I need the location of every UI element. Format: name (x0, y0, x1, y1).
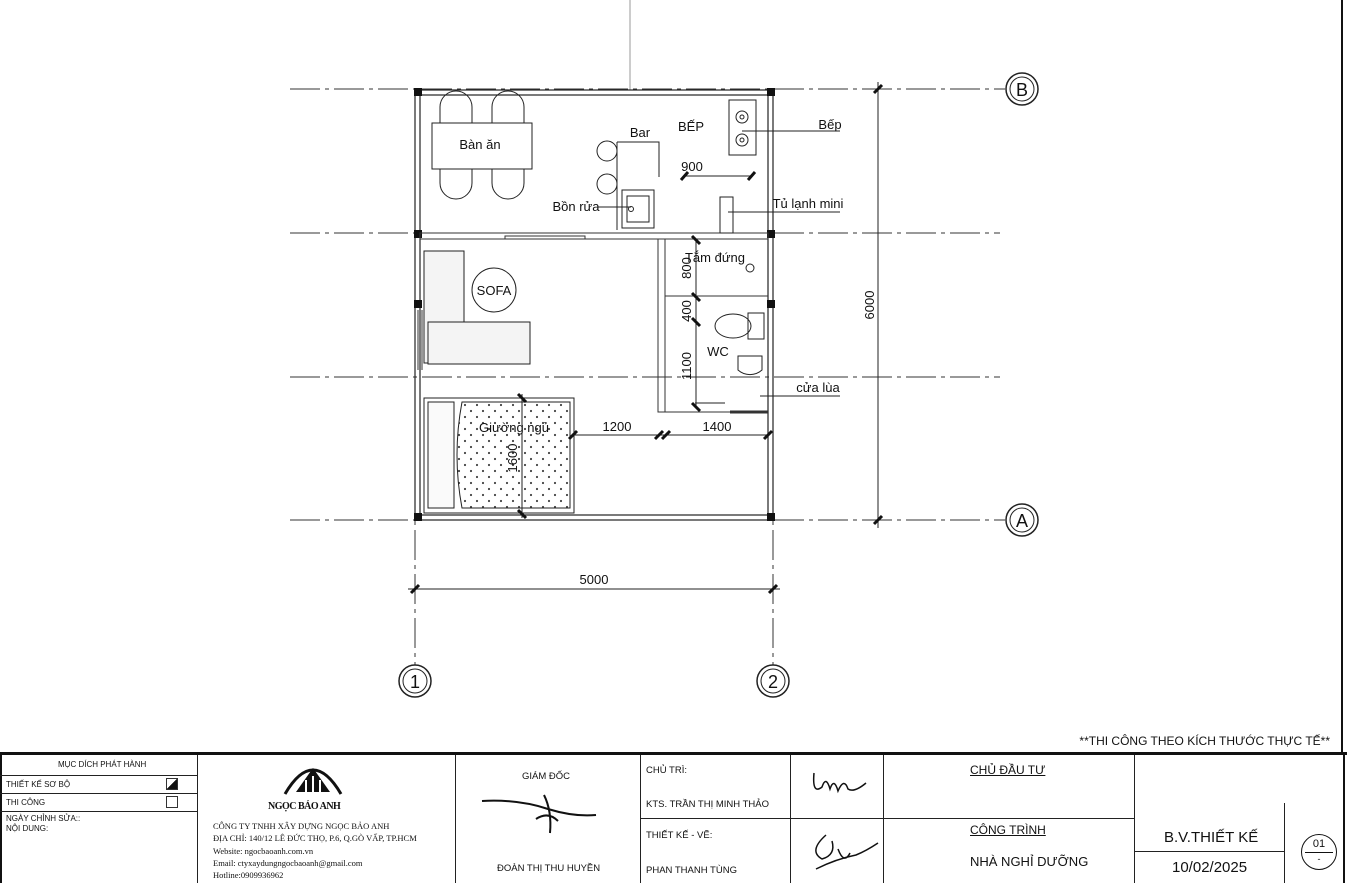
axis-bubbles (399, 73, 1038, 697)
tb-divider-right (1343, 755, 1345, 883)
tb-divider (455, 755, 456, 883)
purpose-row-thiet-ke: THIẾT KẾ SƠ BỘ (6, 780, 71, 789)
dim-6000: 6000 (862, 290, 877, 320)
chair-name: KTS. TRẦN THỊ MINH THẢO (646, 799, 769, 810)
tb-rule (0, 793, 197, 794)
tb-rule (0, 775, 197, 776)
dim-5000: 5000 (579, 572, 609, 587)
stove (729, 100, 756, 155)
label-ban-an: Bàn ăn (459, 137, 501, 152)
designer-label: THIẾT KẾ - VẼ: (646, 830, 713, 841)
tb-divider (1284, 803, 1285, 883)
sofa (424, 251, 530, 364)
tb-divider (1134, 755, 1135, 883)
investor-label: CHỦ ĐẦU TƯ (970, 763, 1046, 777)
label-giuong: Giường ngủ (479, 420, 549, 435)
purpose-row-ngay-chinh-sua: NGÀY CHỈNH SỬA:: (6, 814, 81, 823)
company-address: ĐỊA CHỈ: 140/12 LÊ ĐỨC THỌ, P.6, Q.GÒ VẤP, TP.HCM (213, 833, 417, 843)
sheet-date: 10/02/2025 (1172, 859, 1248, 876)
chair-label: CHỦ TRÌ: (646, 765, 687, 776)
project-label: CÔNG TRÌNH (970, 823, 1046, 837)
project-name: NHÀ NGHỈ DƯỠNG (970, 854, 1089, 869)
checkbox-thi-cong[interactable] (166, 796, 178, 808)
company-name: CÔNG TY TNHH XÂY DỰNG NGỌC BẢO ANH (213, 821, 390, 831)
sheet-number: 01 (1312, 838, 1326, 850)
tb-rule (1134, 851, 1284, 852)
label-bon-rua: Bồn rửa (552, 199, 600, 214)
dim-900: 900 (681, 159, 703, 174)
tb-divider (640, 755, 641, 883)
director-name: ĐOÀN THỊ THU HUYỀN (497, 863, 601, 874)
tb-rule (0, 811, 197, 812)
tb-divider (790, 755, 791, 883)
director-label: GIÁM ĐỐC (522, 771, 571, 782)
sheet-number-bubble (1301, 834, 1337, 870)
sheet-title: B.V.THIẾT KẾ (1164, 829, 1259, 846)
bar-counter (597, 141, 659, 230)
dim-1100: 1100 (679, 352, 694, 380)
axis-A: A (1015, 511, 1029, 531)
construction-note: **THI CÔNG THEO KÍCH THƯỚC THỰC TẾ** (1079, 734, 1330, 748)
company-logo-text: NGỌC BẢO ANH (268, 801, 341, 812)
designer-signature-icon (806, 829, 880, 875)
dim-800: 800 (679, 257, 694, 279)
label-sofa: SOFA (476, 283, 512, 298)
dim-400: 400 (679, 300, 694, 322)
grid-lines (290, 89, 1005, 665)
company-hotline: Hotline:0909936962 (213, 870, 284, 880)
label-tu-lanh: Tủ lạnh mini (772, 196, 844, 211)
label-cua-lua: cửa lùa (796, 380, 840, 395)
dim-1400: 1400 (702, 419, 732, 434)
purpose-header: MỤC DÍCH PHÁT HÀNH (58, 760, 147, 769)
tb-divider (883, 755, 884, 883)
company-email: Email: ctyxaydungngocbaoanh@gmail.com (213, 858, 363, 868)
label-tam-dung: Tắm đứng (684, 250, 746, 265)
dim-1600: 1600 (505, 443, 520, 473)
label-wc: WC (707, 344, 729, 359)
tb-rule (883, 818, 1134, 819)
label-bep-title: BẾP (677, 119, 705, 134)
designer-name: PHAN THANH TÙNG (646, 865, 737, 876)
sheet-sub: - (1317, 854, 1321, 864)
checkbox-thiet-ke-so-bo[interactable] (166, 778, 178, 790)
label-bar: Bar (629, 125, 651, 140)
axis-1: 1 (409, 672, 421, 692)
chair-signature-icon (808, 767, 868, 801)
bed (424, 398, 574, 513)
director-signature-icon (478, 793, 602, 837)
tb-rule (640, 818, 883, 819)
company-website: Website: ngocbaoanh.com.vn (213, 846, 314, 856)
axis-2: 2 (767, 672, 779, 692)
title-block (0, 752, 1347, 883)
purpose-row-noi-dung: NỘI DUNG: (6, 824, 49, 833)
tb-divider (197, 755, 198, 883)
dim-1200: 1200 (602, 419, 632, 434)
purpose-row-thi-cong: THI CÔNG (6, 798, 46, 807)
bathroom-fixtures (695, 264, 764, 403)
axis-B: B (1015, 80, 1029, 100)
label-bep: Bếp (818, 117, 842, 132)
company-logo-icon (282, 758, 344, 796)
